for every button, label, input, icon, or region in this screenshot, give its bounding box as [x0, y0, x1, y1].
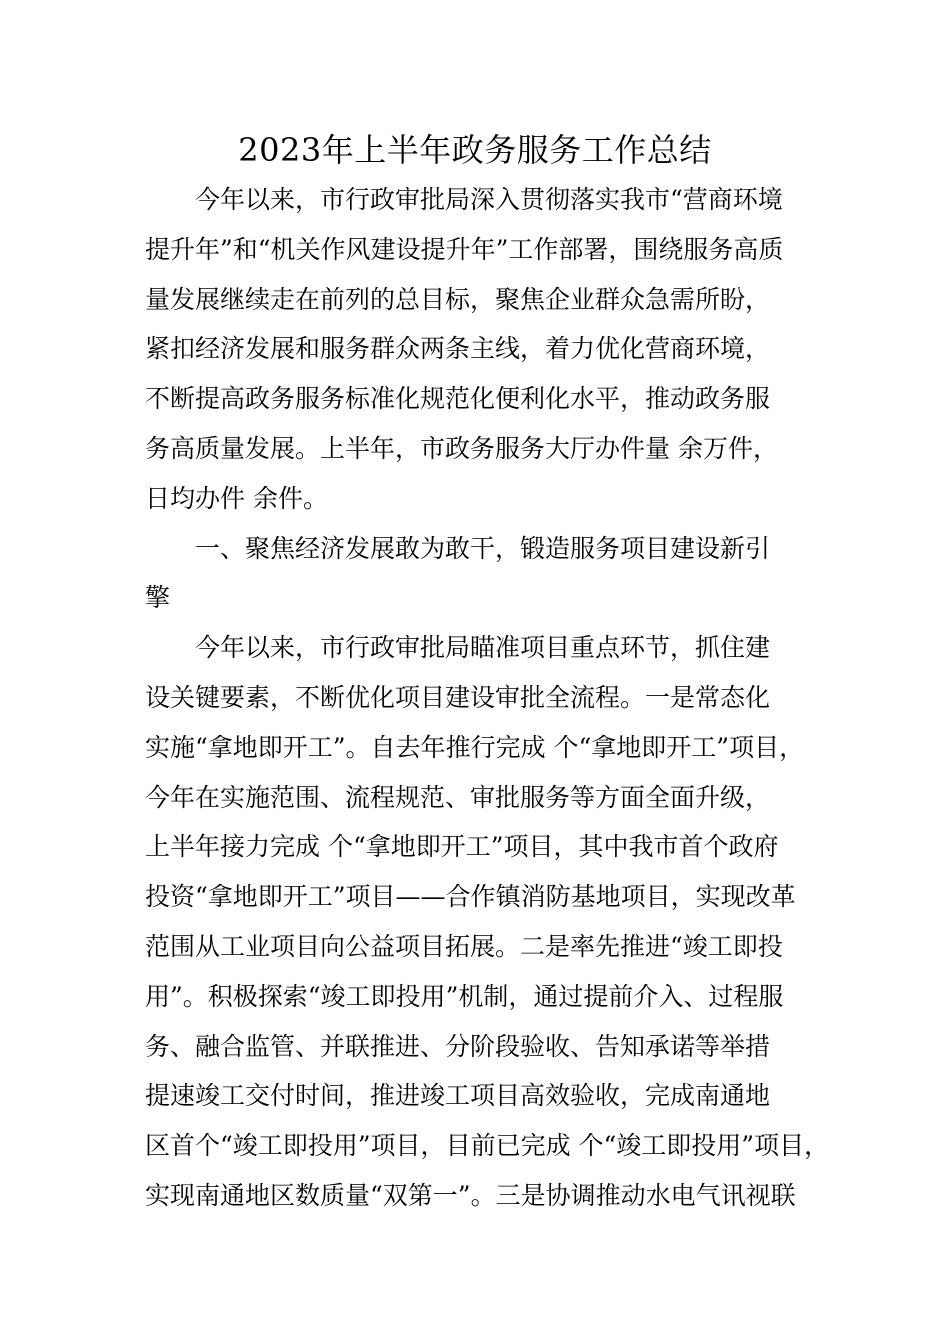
paragraph-2-line: 上半年接力完成 个“拿地即开工”项目，其中我市首个政府	[145, 832, 779, 862]
paragraph-2-line: 投资“拿地即开工”项目——合作镇消防基地项目，实现改革	[145, 882, 796, 912]
paragraph-1-line: 量发展继续走在前列的总目标，聚焦企业群众急需所盼，	[145, 284, 771, 314]
paragraph-2-line: 提速竣工交付时间，推进竣工项目高效验收，完成南通地	[145, 1081, 771, 1111]
paragraph-2-line: 实施“拿地即开工”。自去年推行完成 个“拿地即开工”项目，	[145, 732, 805, 762]
paragraph-2-line: 今年在实施范围、流程规范、审批服务等方面全面升级，	[145, 782, 771, 812]
paragraph-1-line: 今年以来，市行政审批局深入贯彻落实我市“营商环境	[195, 185, 783, 214]
paragraph-2-line: 务、融合监管、并联推进、分阶段验收、告知承诺等举措	[145, 1031, 771, 1061]
paragraph-2-line: 范围从工业项目向公益项目拓展。二是率先推进“竣工即投	[145, 931, 783, 961]
document-body	[145, 175, 830, 1221]
section-heading-line: 擎	[145, 583, 171, 613]
paragraph-2-line: 区首个“竣工即投用”项目，目前已完成 个“竣工即投用”项目，	[145, 1131, 830, 1161]
paragraph-2-line: 实现南通地区数质量“双第一”。三是协调推动水电气讯视联	[145, 1180, 796, 1210]
paragraph-2-line: 用”。积极探索“竣工即投用”机制，通过提前介入、过程服	[145, 981, 784, 1011]
paragraph-2-line: 设关键要素，不断优化项目建设审批全流程。一是常态化	[145, 682, 771, 712]
page-title: 2023年上半年政务服务工作总结	[238, 131, 712, 169]
paragraph-1-line: 紧扣经济发展和服务群众两条主线，着力优化营商环境，	[145, 334, 771, 364]
paragraph-1-line: 务高质量发展。上半年，市政务服务大厅办件量 余万件，	[145, 433, 778, 463]
paragraph-1-line: 不断提高政务服务标准化规范化便利化水平，推动政务服	[145, 384, 771, 414]
paragraph-2-line: 今年以来，市行政审批局瞄准项目重点环节，抓住建	[195, 633, 771, 663]
paragraph-1-line: 日均办件 余件。	[145, 483, 328, 513]
section-heading-line: 一、聚焦经济发展敢为敢干，锻造服务项目建设新引	[195, 533, 771, 563]
paragraph-1-line: 提升年”和“机关作风建设提升年”工作部署，围绕服务高质	[145, 234, 784, 264]
